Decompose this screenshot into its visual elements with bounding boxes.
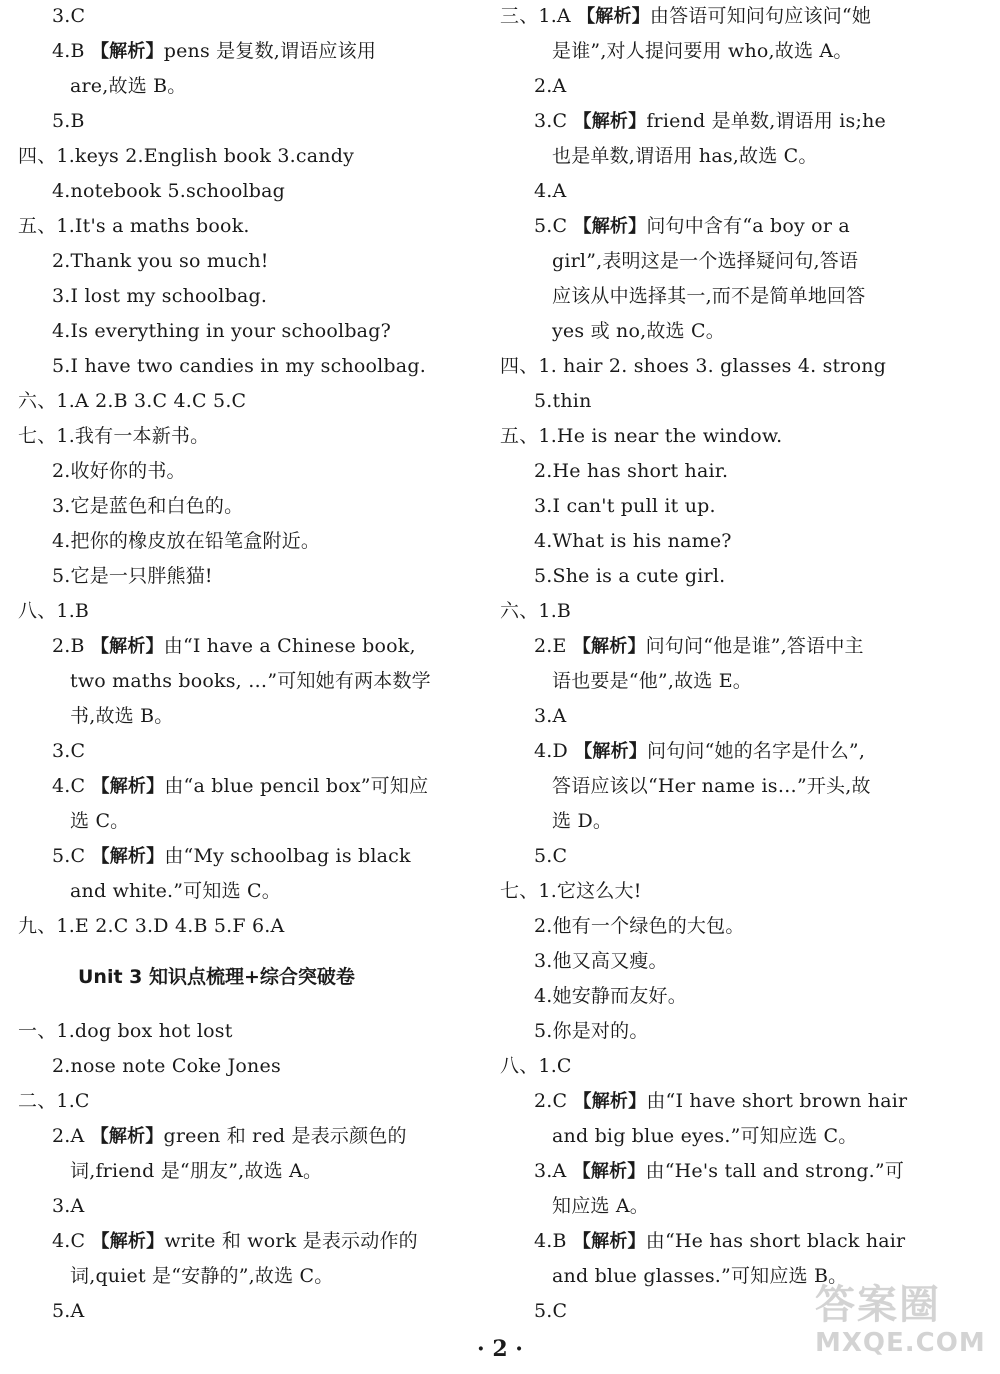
answer-line — [18, 875, 281, 907]
line-text: green 和 red 是表示颜色的 — [163, 1125, 407, 1147]
line-text: 5.She is a cute girl. — [534, 565, 726, 587]
line-text: 5.你是对的。 — [534, 1020, 649, 1042]
answer-line — [18, 385, 246, 417]
answer-line — [500, 980, 687, 1012]
answer-line — [500, 630, 864, 663]
line-text: 八、1.B — [18, 600, 90, 622]
answer-line — [18, 840, 411, 873]
item-number: 4.C — [52, 775, 92, 797]
line-text: 由答语可知问句应该问“她 — [649, 5, 872, 27]
answer-line — [500, 315, 725, 347]
answer-line — [500, 1260, 847, 1292]
line-text: 5.A — [52, 1300, 85, 1322]
line-text: write 和 work 是表示动作的 — [164, 1230, 418, 1252]
answer-line — [18, 455, 186, 487]
line-text: 由“My schoolbag is black — [164, 845, 411, 867]
answer-line — [18, 1260, 333, 1292]
analysis-tag: 【解析】 — [91, 846, 165, 867]
line-text: 4.Is everything in your schoolbag? — [52, 320, 391, 342]
line-text: 5.thin — [534, 390, 592, 412]
answer-line — [500, 1190, 649, 1222]
answer-line — [18, 665, 431, 697]
analysis-tag: 【解析】 — [572, 1161, 646, 1182]
item-number: 4.B — [534, 1230, 573, 1252]
line-text: 六、1.B — [500, 600, 572, 622]
line-text: 5.B — [52, 110, 85, 132]
line-text: 知应选 A。 — [552, 1195, 649, 1217]
line-text: 3.他又高又瘦。 — [534, 950, 668, 972]
item-number: 2.A — [52, 1125, 91, 1147]
answer-line — [18, 350, 426, 382]
line-text: 由“a blue pencil box”可知应 — [164, 775, 429, 797]
answer-line — [500, 70, 566, 102]
item-number: 3.C — [534, 110, 574, 132]
line-text: 一、1.dog box hot lost — [18, 1020, 233, 1042]
line-text: 也是单数,谓语用 has,故选 C。 — [552, 145, 818, 167]
answer-line — [18, 630, 416, 663]
line-text: 由“I have a Chinese book, — [163, 635, 416, 657]
item-number: 2.B — [52, 635, 91, 657]
answer-line — [500, 1120, 857, 1152]
item-number: 4.C — [52, 1230, 92, 1252]
answer-line — [500, 35, 853, 67]
analysis-tag: 【解析】 — [573, 216, 647, 237]
answer-line — [18, 1295, 84, 1327]
line-text: 4.她安静而友好。 — [534, 985, 687, 1007]
line-text: 3.I lost my schoolbag. — [52, 285, 268, 307]
answer-line — [500, 700, 566, 732]
line-text: 问句问“他是谁”,答语中主 — [645, 635, 864, 657]
answer-line — [18, 35, 376, 68]
answer-line — [500, 455, 728, 487]
line-text: 四、1.keys 2.English book 3.candy — [18, 145, 355, 167]
answer-line — [18, 1015, 233, 1047]
line-text: girl”,表明这是一个选择疑问句,答语 — [552, 250, 859, 272]
watermark-text: 答案圈 — [815, 1282, 941, 1328]
analysis-tag: 【解析】 — [90, 1126, 164, 1147]
line-text: 2.收好你的书。 — [52, 460, 186, 482]
analysis-tag: 【解析】 — [91, 1231, 165, 1252]
line-text: and white.”可知选 C。 — [70, 880, 281, 902]
answer-line — [500, 805, 612, 837]
answer-line — [18, 700, 173, 732]
item-number: 3.A — [534, 1160, 573, 1182]
line-text: 3.C — [52, 5, 86, 27]
answer-line — [500, 0, 871, 33]
answer-line — [18, 735, 85, 767]
answer-line — [18, 420, 209, 452]
line-text: 问句问“她的名字是什么”, — [647, 740, 866, 762]
answer-line — [18, 560, 213, 592]
line-text: yes 或 no,故选 C。 — [552, 320, 725, 342]
answer-line — [500, 280, 865, 312]
answer-line — [18, 1050, 281, 1082]
answer-line — [18, 1155, 322, 1187]
answer-line — [500, 210, 850, 243]
line-text: 答语应该以“Her name is…”开头,故 — [552, 775, 871, 797]
line-text: are,故选 B。 — [70, 75, 187, 97]
line-text: 由“He's tall and strong.”可 — [645, 1160, 905, 1182]
line-text: and blue glasses.”可知应选 B。 — [552, 1265, 848, 1287]
line-text: 3.C — [52, 740, 86, 762]
analysis-tag: 【解析】 — [573, 1091, 647, 1112]
line-text: 七、1.我有一本新书。 — [18, 425, 210, 447]
item-number: 5.C — [52, 845, 92, 867]
answer-line — [500, 910, 745, 942]
line-text: 2.Thank you so much! — [52, 250, 269, 272]
answer-line — [500, 525, 732, 557]
line-text: 九、1.E 2.C 3.D 4.B 5.F 6.A — [18, 915, 285, 937]
line-text: 3.它是蓝色和白色的。 — [52, 495, 244, 517]
line-text: 5.I have two candies in my schoolbag. — [52, 355, 426, 377]
analysis-tag: 【解析】 — [90, 41, 164, 62]
line-text: 七、1.它这么大! — [500, 880, 642, 902]
line-text: 4.What is his name? — [534, 530, 732, 552]
line-text: 由“I have short brown hair — [646, 1090, 908, 1112]
line-text: 词,friend 是“朋友”,故选 A。 — [70, 1160, 323, 1182]
line-text: 五、1.He is near the window. — [500, 425, 783, 447]
line-text: 3.I can't pull it up. — [534, 495, 716, 517]
analysis-tag: 【解析】 — [573, 111, 647, 132]
line-text: pens 是复数,谓语应该用 — [163, 40, 377, 62]
answer-line — [18, 105, 85, 137]
line-text: 语也要是“他”,故选 E。 — [552, 670, 752, 692]
answer-line — [500, 140, 818, 172]
line-text: two maths books, …”可知她有两本数学 — [70, 670, 431, 692]
answer-line — [500, 875, 642, 907]
line-text: 4.notebook 5.schoolbag — [52, 180, 286, 202]
answer-line — [500, 735, 865, 768]
answer-line — [18, 210, 250, 242]
answer-line — [500, 945, 668, 977]
line-text: 5.C — [534, 1300, 568, 1322]
answer-line — [18, 70, 187, 102]
analysis-tag: 【解析】 — [572, 636, 646, 657]
answer-line — [500, 385, 592, 417]
answer-line — [500, 1155, 904, 1188]
answer-line — [18, 770, 428, 803]
analysis-tag: 【解析】 — [91, 776, 165, 797]
line-text: 2.nose note Coke Jones — [52, 1055, 281, 1077]
item-number: 4.B — [52, 40, 91, 62]
line-text: 四、1. hair 2. shoes 3. glasses 4. strong — [500, 355, 887, 377]
answer-line — [500, 1225, 905, 1258]
answer-line — [500, 350, 886, 382]
analysis-tag: 【解析】 — [572, 1231, 646, 1252]
answer-line — [500, 560, 725, 592]
answer-line — [18, 1190, 84, 1222]
line-text: 六、1.A 2.B 3.C 4.C 5.C — [18, 390, 247, 412]
item-number: 三、1.A — [500, 5, 578, 27]
line-text: 书,故选 B。 — [70, 705, 174, 727]
answer-line — [18, 490, 243, 522]
answer-line — [18, 175, 285, 207]
watermark-url: MXQE.COM — [815, 1328, 986, 1358]
answer-line — [500, 1085, 907, 1118]
line-text: and big blue eyes.”可知应选 C。 — [552, 1125, 858, 1147]
line-text: 3.A — [52, 1195, 85, 1217]
answer-line — [500, 1295, 567, 1327]
line-text: 4.A — [534, 180, 567, 202]
answer-line — [500, 595, 571, 627]
answer-line — [500, 770, 871, 802]
answer-line — [18, 1120, 407, 1153]
line-text: 4.把你的橡皮放在铅笔盒附近。 — [52, 530, 321, 552]
line-text: 问句中含有“a boy or a — [646, 215, 850, 237]
item-number: 4.D — [534, 740, 575, 762]
line-text: 应该从中选择其一,而不是简单地回答 — [552, 285, 866, 307]
line-text: 选 C。 — [70, 810, 130, 832]
watermark-logo — [815, 1282, 995, 1368]
answer-line — [18, 1085, 90, 1117]
page-number: · 2 · — [477, 1336, 523, 1362]
answer-line — [500, 490, 716, 522]
answer-line — [500, 1050, 572, 1082]
item-number: 2.C — [534, 1090, 574, 1112]
line-text: 3.A — [534, 705, 567, 727]
line-text: 五、1.It's a maths book. — [18, 215, 250, 237]
line-text: 2.A — [534, 75, 567, 97]
analysis-tag: 【解析】 — [577, 6, 650, 27]
answer-line — [18, 280, 267, 312]
answer-line — [500, 175, 566, 207]
item-number: 5.C — [534, 215, 574, 237]
answer-line — [18, 140, 354, 172]
answer-line — [18, 315, 391, 347]
answer-line — [18, 1225, 418, 1258]
analysis-tag: 【解析】 — [90, 636, 164, 657]
line-text: 5.C — [534, 845, 568, 867]
line-text: 选 D。 — [552, 810, 613, 832]
answer-line — [500, 420, 782, 452]
line-text: 由“He has short black hair — [645, 1230, 906, 1252]
line-text: 词,quiet 是“安静的”,故选 C。 — [70, 1265, 334, 1287]
line-text: 2.He has short hair. — [534, 460, 729, 482]
line-text: 2.他有一个绿色的大包。 — [534, 915, 745, 937]
answer-line — [500, 105, 886, 138]
answer-line — [18, 805, 129, 837]
answer-line — [18, 245, 269, 277]
section-heading: Unit 3 知识点梳理+综合突破卷 — [78, 966, 355, 988]
answer-line — [500, 665, 752, 697]
answer-line — [500, 840, 567, 872]
line-text: 5.它是一只胖熊猫! — [52, 565, 213, 587]
answer-line — [500, 245, 858, 277]
answer-line — [18, 910, 284, 942]
answer-line — [18, 0, 85, 32]
line-text: 是谁”,对人提问要用 who,故选 A。 — [552, 40, 853, 62]
analysis-tag: 【解析】 — [574, 741, 648, 762]
answer-line — [18, 595, 89, 627]
line-text: 八、1.C — [500, 1055, 572, 1077]
answer-line — [500, 1015, 649, 1047]
item-number: 2.E — [534, 635, 573, 657]
line-text: friend 是单数,谓语用 is;he — [646, 110, 886, 132]
answer-line — [18, 525, 320, 557]
line-text: 二、1.C — [18, 1090, 90, 1112]
